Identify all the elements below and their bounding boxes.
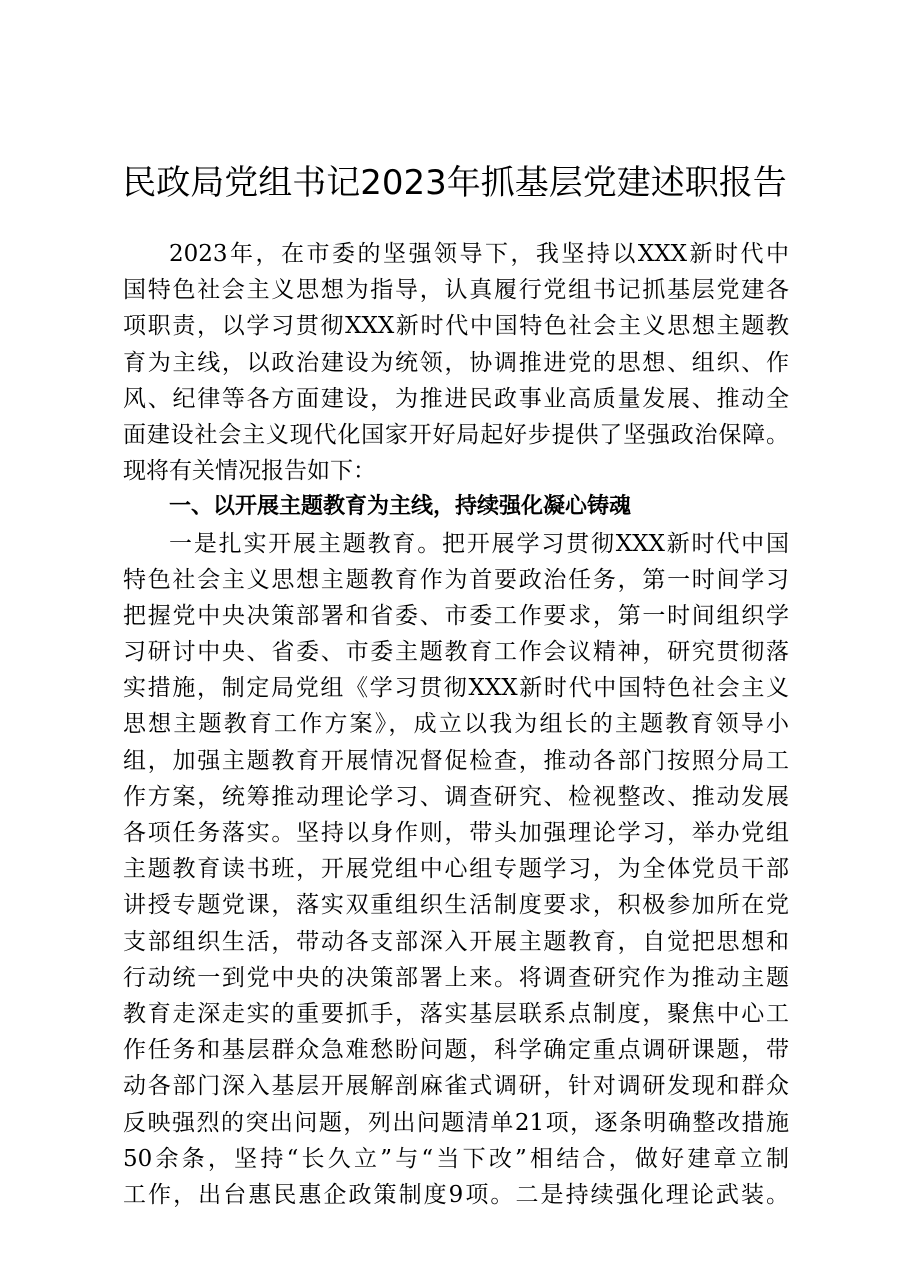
paragraph-line: 支部组织生活，带动各支部深入开展主题教育，自觉把思想和	[123, 928, 789, 955]
paragraph-line: 反映强烈的突出问题，列出问题清单21项，逐条明确整改措施	[123, 1109, 789, 1136]
paragraph-line: 各项任务落实。坚持以身作则，带头加强理论学习，举办党组	[123, 820, 789, 846]
paragraph-line: 思想主题教育工作方案》，成立以我为组长的主题教育领导小	[123, 711, 789, 738]
paragraph-line: 教育走深走实的重要抓手，落实基层联系点制度，聚焦中心工	[123, 1000, 789, 1027]
paragraph-line: 行动统一到党中央的决策部署上来。将调查研究作为推动主题	[123, 964, 789, 991]
paragraph-line: 作任务和基层群众急难愁盼问题，科学确定重点调研课题，带	[123, 1037, 789, 1064]
paragraph-line: 讲授专题党课，落实双重组织生活制度要求，积极参加所在党	[123, 892, 789, 919]
paragraph-line: 2023年，在市委的坚强领导下，我坚持以XXX新时代中	[169, 241, 789, 267]
paragraph-line: 作方案，统筹推动理论学习、调查研究、检视整改、推动发展	[123, 783, 789, 810]
paragraph-line: 育为主线，以政治建设为统领，协调推进党的思想、组织、作	[123, 349, 789, 376]
paragraph-line: 国特色社会主义思想为指导，认真履行党组书记抓基层党建各	[123, 277, 789, 304]
paragraph-line: 特色社会主义思想主题教育作为首要政治任务，第一时间学习	[123, 566, 789, 593]
paragraph-line: 50余条，坚持“长久立”与“当下改”相结合，做好建章立制	[123, 1145, 789, 1172]
section-heading: 一、以开展主题教育为主线，持续强化凝心铸魂	[169, 494, 632, 520]
paragraph-line: 实措施，制定局党组《学习贯彻XXX新时代中国特色社会主义	[123, 675, 789, 702]
paragraph-line: 项职责，以学习贯彻XXX新时代中国特色社会主义思想主题教	[123, 313, 789, 340]
paragraph-line: 组，加强主题教育开展情况督促检查，推动各部门按照分局工	[123, 747, 789, 774]
paragraph-line: 风、纪律等各方面建设，为推进民政事业高质量发展、推动全	[123, 385, 789, 412]
paragraph-line: 主题教育读书班，开展党组中心组专题学习，为全体党员干部	[123, 856, 789, 883]
paragraph-line: 现将有关情况报告如下：	[123, 458, 376, 485]
paragraph-line: 面建设社会主义现代化国家开好局起好步提供了坚强政治保障。	[123, 421, 789, 448]
paragraph-line: 工作，出台惠民惠企政策制度9项。二是持续强化理论武装。	[123, 1181, 789, 1208]
paragraph-line: 习研讨中央、省委、市委主题教育工作会议精神，研究贯彻落	[123, 639, 789, 666]
document-title: 民政局党组书记2023年抓基层党建述职报告	[122, 163, 787, 203]
document-body	[123, 236, 789, 1213]
paragraph-line: 一是扎实开展主题教育。把开展学习贯彻XXX新时代中国	[169, 530, 789, 557]
paragraph-line: 把握党中央决策部署和省委、市委工作要求，第一时间组织学	[123, 602, 789, 629]
paragraph-line: 动各部门深入基层开展解剖麻雀式调研，针对调研发现和群众	[123, 1073, 789, 1100]
